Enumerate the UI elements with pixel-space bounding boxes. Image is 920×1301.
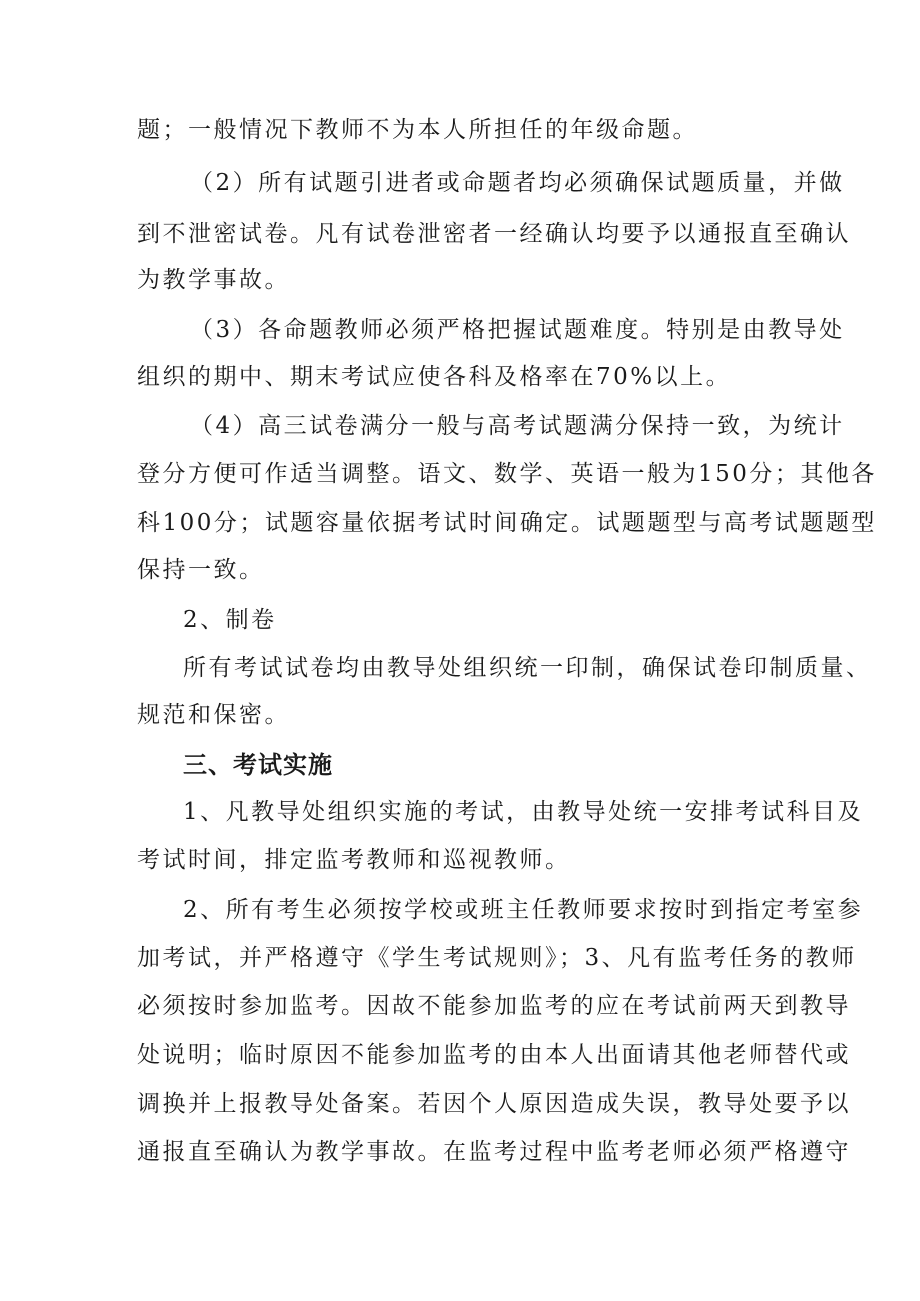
text-line: 调换并上报教导处备案。若因个人原因造成失误，教导处要予以 xyxy=(137,1091,851,1117)
section-subheading: 2、制卷 xyxy=(183,607,277,633)
text-line: 通报直至确认为教学事故。在监考过程中监考老师必须严格遵守 xyxy=(137,1139,851,1165)
text-line: 为教学事故。 xyxy=(137,267,290,293)
text-line: 题；一般情况下教师不为本人所担任的年级命题。 xyxy=(137,117,698,143)
text-line: 登分方便可作适当调整。语文、数学、英语一般为150分；其他各 xyxy=(137,461,877,487)
text-line: 加考试，并严格遵守《学生考试规则》；3、凡有监考任务的教师 xyxy=(137,945,857,971)
text-line: （3）各命题教师必须严格把握试题难度。特别是由教导处 xyxy=(190,317,845,343)
text-line: 组织的期中、期末考试应使各科及格率在70%以上。 xyxy=(137,364,732,390)
section-heading: 三、考试实施 xyxy=(183,751,333,779)
text-line: 科100分；试题容量依据考试时间确定。试题题型与高考试题题型 xyxy=(137,510,877,536)
text-line: 处说明；临时原因不能参加监考的由本人出面请其他老师替代或 xyxy=(137,1042,851,1068)
text-line: 考试时间，排定监考教师和巡视教师。 xyxy=(137,847,571,873)
text-line: （2）所有试题引进者或命题者均必须确保试题质量，并做 xyxy=(190,170,845,196)
text-line: 所有考试试卷均由教导处组织统一印制，确保试卷印制质量、 xyxy=(183,655,872,681)
text-line: （4）高三试卷满分一般与高考试题满分保持一致，为统计 xyxy=(190,413,845,439)
text-line: 1、凡教导处组织实施的考试，由教导处统一安排考试科目及 xyxy=(183,799,864,825)
text-line: 2、所有考生必须按学校或班主任教师要求按时到指定考室参 xyxy=(183,897,864,923)
text-line: 保持一致。 xyxy=(137,557,265,583)
text-line: 必须按时参加监考。因故不能参加监考的应在考试前两天到教导 xyxy=(137,993,851,1019)
text-line: 规范和保密。 xyxy=(137,702,290,728)
text-line: 到不泄密试卷。凡有试卷泄密者一经确认均要予以通报直至确认 xyxy=(137,221,851,247)
